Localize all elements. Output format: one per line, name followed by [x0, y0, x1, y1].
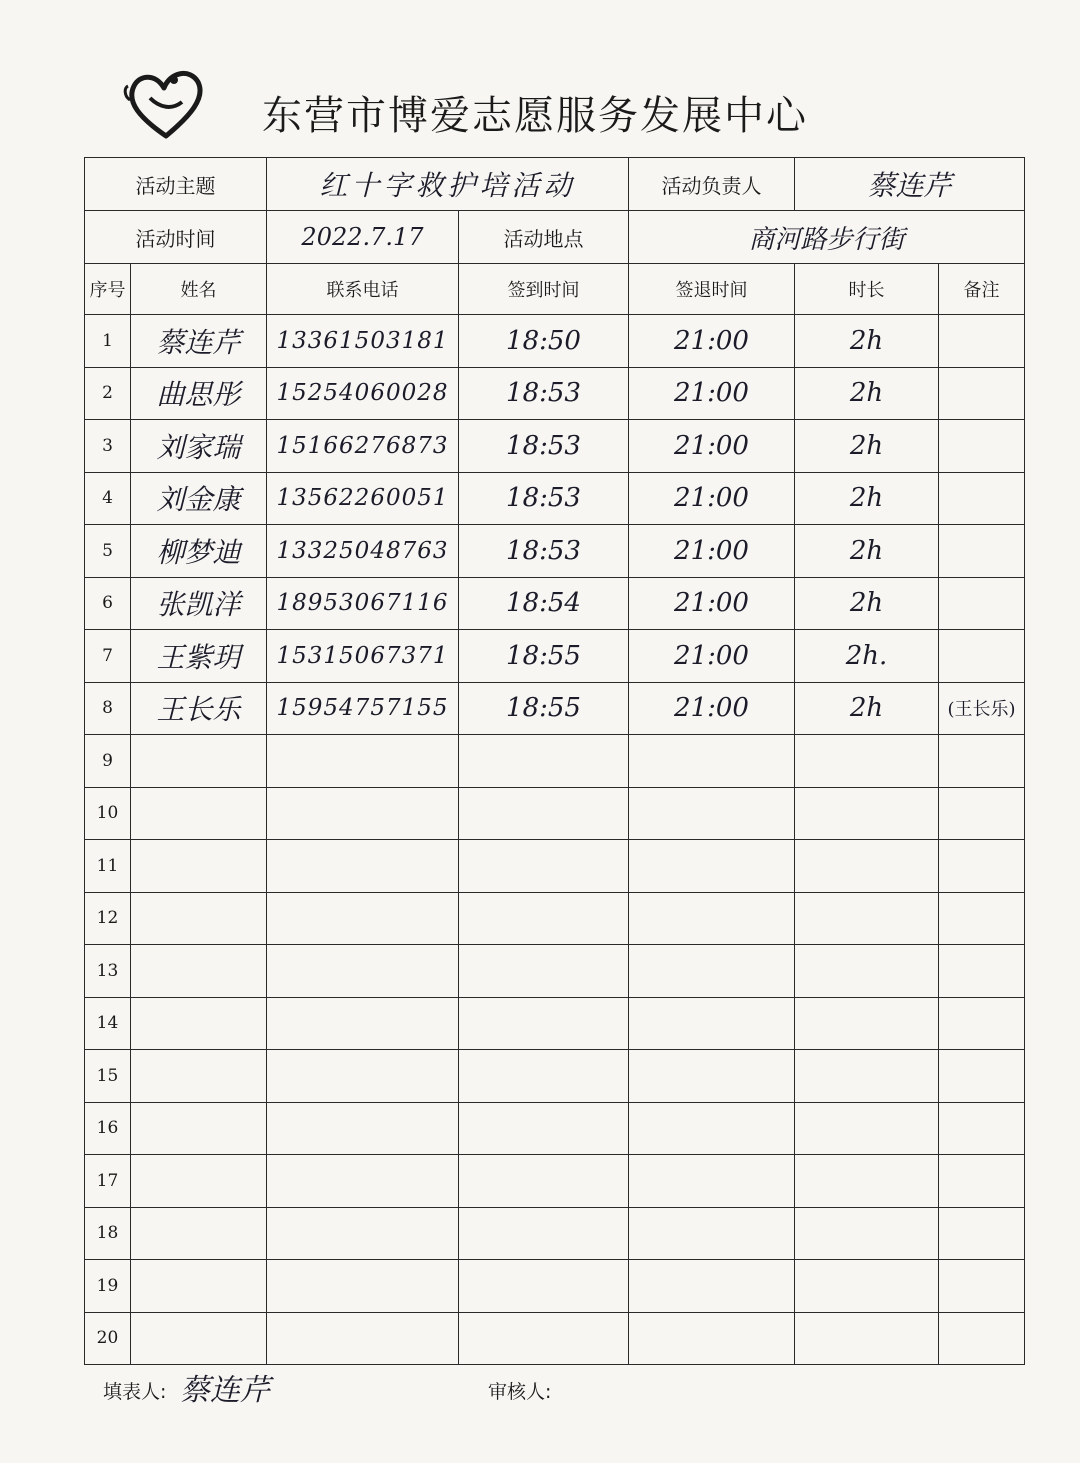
row-checkin [459, 1155, 629, 1208]
row-checkin: 18:53 [459, 525, 629, 578]
leader-label: 活动负责人 [629, 158, 795, 211]
filler-label: 填表人: [103, 1381, 167, 1403]
col-name-header: 姓名 [131, 264, 267, 315]
row-note [939, 1102, 1025, 1155]
row-duration: 2h [795, 367, 939, 420]
row-phone [267, 997, 459, 1050]
row-note [939, 315, 1025, 368]
org-title: 东营市博爱志愿服务发展中心 [262, 93, 808, 139]
row-seq: 19 [85, 1260, 131, 1313]
row-checkin [459, 1312, 629, 1365]
row-phone [267, 735, 459, 788]
row-seq: 9 [85, 735, 131, 788]
col-phone-header: 联系电话 [267, 264, 459, 315]
row-checkout: 21:00 [629, 420, 795, 473]
row-seq: 7 [85, 630, 131, 683]
row-note: (王长乐) [939, 682, 1025, 735]
row-checkin [459, 945, 629, 998]
row-checkout [629, 787, 795, 840]
table-row [85, 1155, 1025, 1208]
row-checkin: 18:54 [459, 577, 629, 630]
row-phone: 13325048763 [267, 525, 459, 578]
row-note [939, 1207, 1025, 1260]
row-note [939, 1260, 1025, 1313]
table-row [85, 315, 1025, 368]
column-header-row [85, 264, 1025, 315]
table-row [85, 1207, 1025, 1260]
row-duration [795, 1102, 939, 1155]
row-phone [267, 945, 459, 998]
row-phone [267, 1155, 459, 1208]
row-name [131, 735, 267, 788]
row-duration: 2h [795, 420, 939, 473]
row-duration [795, 1050, 939, 1103]
row-note [939, 997, 1025, 1050]
row-name: 柳梦迪 [131, 525, 267, 578]
row-seq: 4 [85, 472, 131, 525]
topic-row [85, 158, 1025, 211]
row-name [131, 1155, 267, 1208]
row-phone [267, 1102, 459, 1155]
table-row [85, 892, 1025, 945]
row-duration [795, 735, 939, 788]
row-note [939, 840, 1025, 893]
row-phone: 13562260051 [267, 472, 459, 525]
row-checkin: 18:50 [459, 315, 629, 368]
time-label: 活动时间 [85, 211, 267, 264]
row-note [939, 525, 1025, 578]
row-duration [795, 787, 939, 840]
row-duration [795, 1312, 939, 1365]
row-name: 刘金康 [131, 472, 267, 525]
topic-label: 活动主题 [85, 158, 267, 211]
row-checkout [629, 1050, 795, 1103]
col-seq-header: 序号 [85, 264, 131, 315]
row-checkout [629, 1207, 795, 1260]
row-note [939, 420, 1025, 473]
row-checkin [459, 1260, 629, 1313]
row-name: 王长乐 [131, 682, 267, 735]
row-phone: 13361503181 [267, 315, 459, 368]
table-row [85, 997, 1025, 1050]
time-place-row [85, 211, 1025, 264]
row-checkout [629, 735, 795, 788]
row-checkout [629, 892, 795, 945]
table-row [85, 1260, 1025, 1313]
filler-signature: 蔡连芹 [180, 1373, 270, 1408]
table-row [85, 682, 1025, 735]
row-checkin [459, 1050, 629, 1103]
table-row [85, 945, 1025, 998]
col-checkout-header: 签退时间 [629, 264, 795, 315]
row-duration [795, 1155, 939, 1208]
row-duration [795, 997, 939, 1050]
row-name: 曲思彤 [131, 367, 267, 420]
table-row [85, 367, 1025, 420]
footer [0, 1365, 1080, 1425]
row-checkout [629, 1155, 795, 1208]
row-seq: 12 [85, 892, 131, 945]
row-name [131, 997, 267, 1050]
col-checkin-header: 签到时间 [459, 264, 629, 315]
row-phone: 15315067371 [267, 630, 459, 683]
row-duration [795, 945, 939, 998]
table-row [85, 630, 1025, 683]
sign-in-table [84, 157, 1025, 1365]
table-row [85, 735, 1025, 788]
row-seq: 15 [85, 1050, 131, 1103]
col-duration-header: 时长 [795, 264, 939, 315]
row-name: 张凯洋 [131, 577, 267, 630]
row-seq: 13 [85, 945, 131, 998]
row-seq: 2 [85, 367, 131, 420]
row-name [131, 1260, 267, 1313]
table-row [85, 420, 1025, 473]
row-name: 刘家瑞 [131, 420, 267, 473]
row-note [939, 1155, 1025, 1208]
place-label: 活动地点 [459, 211, 629, 264]
row-name [131, 1207, 267, 1260]
table-row [85, 1312, 1025, 1365]
row-checkin: 18:55 [459, 630, 629, 683]
row-note [939, 945, 1025, 998]
row-name [131, 787, 267, 840]
row-checkout [629, 997, 795, 1050]
row-checkout: 21:00 [629, 315, 795, 368]
row-phone [267, 1260, 459, 1313]
row-checkout: 21:00 [629, 472, 795, 525]
time-value: 2022.7.17 [267, 211, 459, 264]
row-seq: 16 [85, 1102, 131, 1155]
row-note [939, 892, 1025, 945]
row-checkin: 18:53 [459, 472, 629, 525]
row-note [939, 367, 1025, 420]
row-checkin [459, 735, 629, 788]
row-duration: 2h [795, 472, 939, 525]
row-duration [795, 892, 939, 945]
row-name [131, 1102, 267, 1155]
table-body [85, 315, 1025, 1365]
row-phone: 15254060028 [267, 367, 459, 420]
row-phone: 18953067116 [267, 577, 459, 630]
table-row [85, 1050, 1025, 1103]
row-checkout: 21:00 [629, 682, 795, 735]
row-duration: 2h [795, 577, 939, 630]
row-duration [795, 1207, 939, 1260]
row-duration: 2h [795, 682, 939, 735]
row-checkin: 18:53 [459, 420, 629, 473]
row-name [131, 1312, 267, 1365]
row-checkin [459, 997, 629, 1050]
row-phone: 15954757155 [267, 682, 459, 735]
row-checkout: 21:00 [629, 577, 795, 630]
place-value: 商河路步行街 [629, 211, 1025, 264]
col-note-header: 备注 [939, 264, 1025, 315]
row-seq: 8 [85, 682, 131, 735]
row-note [939, 1050, 1025, 1103]
row-seq: 14 [85, 997, 131, 1050]
row-name: 蔡连芹 [131, 315, 267, 368]
reviewer-label: 审核人: [488, 1381, 552, 1403]
table-row [85, 525, 1025, 578]
row-checkout [629, 1312, 795, 1365]
row-checkin: 18:53 [459, 367, 629, 420]
table-row [85, 1102, 1025, 1155]
row-seq: 3 [85, 420, 131, 473]
table-row [85, 787, 1025, 840]
header [0, 50, 1080, 160]
row-note [939, 787, 1025, 840]
row-seq: 6 [85, 577, 131, 630]
row-checkin [459, 787, 629, 840]
row-name: 王紫玥 [131, 630, 267, 683]
row-name [131, 892, 267, 945]
leader-value: 蔡连芹 [795, 158, 1025, 211]
row-seq: 17 [85, 1155, 131, 1208]
row-duration [795, 1260, 939, 1313]
row-phone: 15166276873 [267, 420, 459, 473]
row-note [939, 472, 1025, 525]
row-checkout [629, 945, 795, 998]
row-checkin [459, 1102, 629, 1155]
row-seq: 11 [85, 840, 131, 893]
row-checkout [629, 840, 795, 893]
row-phone [267, 1312, 459, 1365]
row-seq: 10 [85, 787, 131, 840]
row-seq: 5 [85, 525, 131, 578]
row-note [939, 577, 1025, 630]
row-note [939, 735, 1025, 788]
row-checkin: 18:55 [459, 682, 629, 735]
heart-logo-icon [120, 58, 210, 148]
row-checkin [459, 1207, 629, 1260]
row-checkout: 21:00 [629, 367, 795, 420]
row-phone [267, 1207, 459, 1260]
row-note [939, 630, 1025, 683]
row-seq: 18 [85, 1207, 131, 1260]
row-name [131, 945, 267, 998]
row-seq: 1 [85, 315, 131, 368]
row-name [131, 840, 267, 893]
topic-value: 红十字救护培活动 [267, 158, 629, 211]
row-phone [267, 787, 459, 840]
row-note [939, 1312, 1025, 1365]
row-name [131, 1050, 267, 1103]
row-checkin [459, 840, 629, 893]
row-duration: 2h [795, 315, 939, 368]
row-checkout [629, 1102, 795, 1155]
row-duration: 2h. [795, 630, 939, 683]
row-checkout [629, 1260, 795, 1313]
row-checkout: 21:00 [629, 525, 795, 578]
row-duration [795, 840, 939, 893]
table-row [85, 577, 1025, 630]
row-phone [267, 892, 459, 945]
table-row [85, 472, 1025, 525]
table-row [85, 840, 1025, 893]
row-phone [267, 840, 459, 893]
row-seq: 20 [85, 1312, 131, 1365]
row-duration: 2h [795, 525, 939, 578]
row-checkin [459, 892, 629, 945]
row-phone [267, 1050, 459, 1103]
row-checkout: 21:00 [629, 630, 795, 683]
